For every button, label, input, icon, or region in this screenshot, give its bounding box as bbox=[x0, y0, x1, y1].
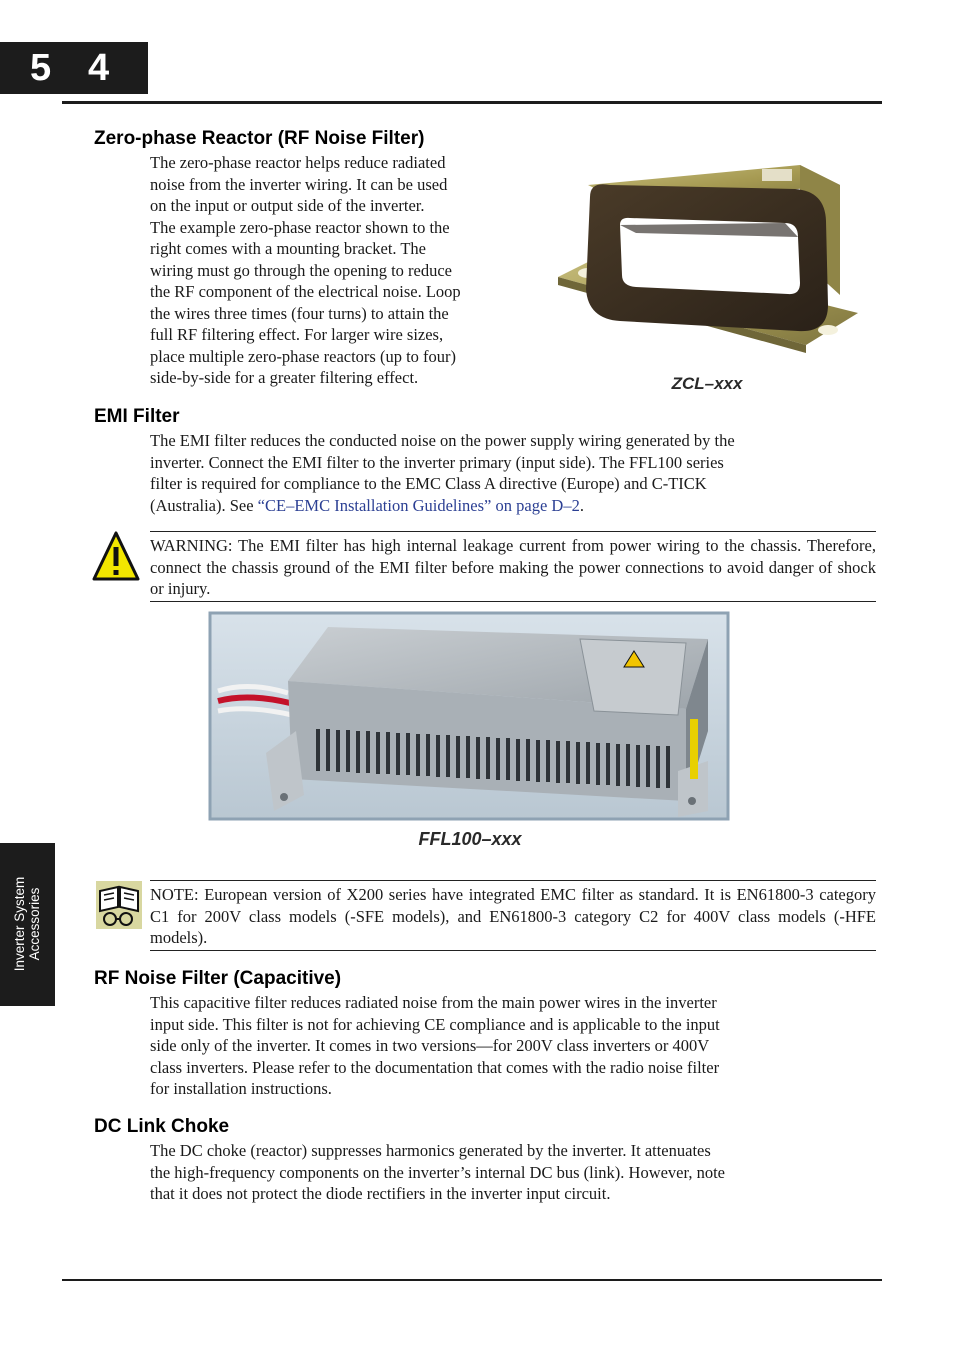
text-line: place multiple zero-phase reactors (up to four) bbox=[150, 346, 457, 366]
warning-triangle-icon bbox=[91, 530, 141, 582]
text-line: side-by-side for a greater filtering effect. bbox=[150, 368, 419, 387]
text-line: class inverters. Please refer to the documentation that comes with the radio noise filter bbox=[150, 1057, 720, 1077]
chapter-number: 5 bbox=[30, 47, 52, 89]
side-tab-line2: Accessories bbox=[27, 887, 42, 961]
text-line: The EMI filter reduces the conducted noise on the power supply wiring generated by the bbox=[150, 431, 735, 450]
text-fragment: (Australia). See bbox=[150, 495, 258, 515]
text-line: filter is required for compliance to the EMC Class A directive (Europe) and C-TICK bbox=[150, 474, 707, 493]
page-number-tab bbox=[0, 42, 148, 94]
text-fragment: . bbox=[579, 495, 584, 515]
header-rule bbox=[62, 101, 882, 104]
dc-link-body bbox=[150, 1140, 878, 1205]
warning-label: WARNING: bbox=[150, 536, 233, 555]
warning-box bbox=[150, 531, 876, 602]
section-heading-zero-phase: Zero-phase Reactor (RF Noise Filter) bbox=[94, 128, 425, 149]
side-tab-label bbox=[12, 877, 42, 972]
text-line: the wires three times (four turns) to attain the bbox=[150, 303, 449, 323]
ce-emc-guidelines-link[interactable]: “CE–EMC Installation Guidelines” on page D–2 bbox=[257, 495, 580, 515]
side-tab-line1: Inverter System bbox=[12, 876, 27, 972]
note-box bbox=[150, 880, 876, 951]
footer-rule bbox=[62, 1279, 882, 1281]
text-line: that it does not protect the diode rectifiers in the inverter input circuit. bbox=[150, 1184, 611, 1203]
text-line: The DC choke (reactor) suppresses harmonics generated by the inverter. It attenuates bbox=[150, 1141, 711, 1160]
text-line: the RF component of the electrical noise. Loop bbox=[150, 282, 461, 301]
emi-filter-caption: FFL100–xxx bbox=[418, 829, 522, 849]
note-paragraph bbox=[150, 884, 876, 949]
note-book-icon bbox=[96, 881, 142, 929]
text-line: right comes with a mounting bracket. The bbox=[150, 239, 427, 258]
text-line: the high-frequency components on the inverter’s internal DC bus (link). However, note bbox=[150, 1162, 726, 1182]
warning-text: The EMI filter has high internal leakage current from power wiring to the chassis. Therefore, connect the chassis ground of the EMI filter before making the power connections to avoid danger of shock or injury. bbox=[150, 536, 876, 598]
zero-phase-body bbox=[150, 152, 540, 389]
text-line: wiring must go through the opening to reduce bbox=[150, 260, 452, 280]
text-line: side only of the inverter. It comes in two versions—for 200V class inverters or 400V bbox=[150, 1036, 710, 1055]
warning-paragraph bbox=[150, 535, 876, 600]
text-line: The example zero-phase reactor shown to the bbox=[150, 217, 450, 237]
note-label: NOTE bbox=[150, 885, 194, 904]
emi-body bbox=[150, 430, 878, 516]
text-line: on the input or output side of the inverter. bbox=[150, 196, 425, 215]
text-line: This capacitive filter reduces radiated noise from the main power wires in the inverter bbox=[150, 993, 717, 1012]
section-heading-rf-capacitive: RF Noise Filter (Capacitive) bbox=[94, 968, 342, 989]
section-heading-emi: EMI Filter bbox=[94, 406, 180, 427]
zero-phase-reactor-image bbox=[540, 155, 874, 401]
text-line: noise from the inverter wiring. It can be used bbox=[150, 174, 448, 194]
text-line bbox=[150, 495, 878, 517]
text-line: input side. This filter is not for achieving CE compliance and is applicable to the input bbox=[150, 1014, 720, 1034]
text-line: for installation instructions. bbox=[150, 1079, 332, 1098]
zero-phase-caption: ZCL–xxx bbox=[671, 374, 743, 393]
text-line: inverter. Connect the EMI filter to the inverter primary (input side). The FFL100 series bbox=[150, 452, 724, 472]
text-line: The zero-phase reactor helps reduce radiated bbox=[150, 153, 446, 172]
section-heading-dc-link: DC Link Choke bbox=[94, 1116, 230, 1137]
text-line: full RF filtering effect. For larger wire sizes, bbox=[150, 325, 444, 344]
emi-filter-image bbox=[208, 611, 732, 857]
side-chapter-tab bbox=[0, 843, 55, 1006]
page-number: 4 bbox=[88, 47, 110, 89]
note-text: : European version of X200 series have integrated EMC filter as standard. It is EN61800-3 category C1 for 200V class models (-SFE models), and EN61800-3 category C2 for 400V class models (-HFE models). bbox=[150, 885, 876, 947]
rf-capacitive-body bbox=[150, 992, 878, 1100]
